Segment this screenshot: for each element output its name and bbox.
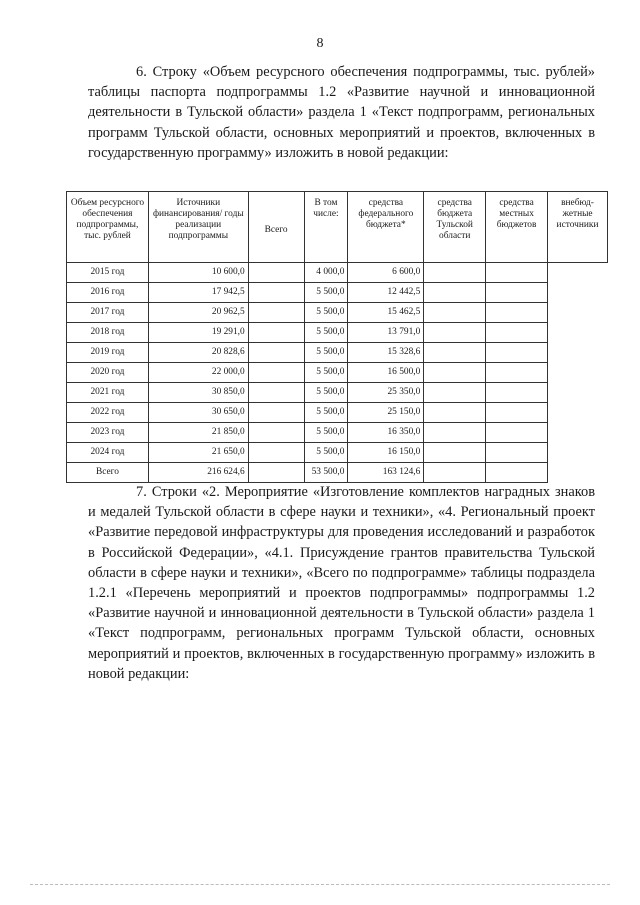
cell-extrabudgetary [486, 363, 548, 383]
cell-regional: 15 328,6 [348, 343, 424, 363]
cell-local [424, 323, 486, 343]
footer-dotted-line [30, 884, 610, 887]
cell-federal: 5 500,0 [304, 383, 348, 403]
cell-local [424, 343, 486, 363]
cell-regional: 16 350,0 [348, 423, 424, 443]
cell-extrabudgetary [486, 323, 548, 343]
cell-federal: 4 000,0 [304, 263, 348, 283]
funding-table [66, 191, 608, 483]
table-row [67, 463, 608, 483]
cell-year: 2018 год [67, 323, 149, 343]
cell-year: 2017 год [67, 303, 149, 323]
cell-year: 2019 год [67, 343, 149, 363]
cell-regional: 163 124,6 [348, 463, 424, 483]
cell-including [248, 423, 304, 443]
paragraph-7: 7. Строки «2. Мероприятие «Изготовление комплектов наградных знаков и медалей Тульской области в сфере науки и техники», «4. Региональный проект «Развитие передовой инфраструктуры для проведения исследований и разработок в Российской Федерации», «4.1. Присуждение грантов правительства Тульской области в сфере науки и техники», «Всего по подпрограмме» таблицы подраздела 1.2.1 «Перечень мероприятий и проектов подпрограммы» подпрограммы 1.2 «Развитие научной и инновационной деятельности в Тульской области» раздела 1 «Текст подпрограмм, региональных программ Тульской области, основных мероприятий и проектов, включенных в государственную программу» изложить в новой редакции: [88, 484, 595, 682]
cell-regional: 25 350,0 [348, 383, 424, 403]
cell-year: 2023 год [67, 423, 149, 443]
cell-local [424, 403, 486, 423]
cell-total: 19 291,0 [148, 323, 248, 343]
col-header-sources: Источники финансирования/ годы реализации подпрограммы [148, 192, 248, 263]
cell-local [424, 303, 486, 323]
cell-regional: 13 791,0 [348, 323, 424, 343]
cell-federal: 5 500,0 [304, 423, 348, 443]
cell-including [248, 343, 304, 363]
cell-regional: 16 150,0 [348, 443, 424, 463]
cell-total: 20 962,5 [148, 303, 248, 323]
cell-including [248, 303, 304, 323]
cell-local [424, 463, 486, 483]
col-header-total: Всего [248, 192, 304, 263]
cell-including [248, 443, 304, 463]
cell-federal: 5 500,0 [304, 443, 348, 463]
cell-total: 30 850,0 [148, 383, 248, 403]
cell-federal: 5 500,0 [304, 303, 348, 323]
cell-year: 2015 год [67, 263, 149, 283]
table-row [67, 423, 608, 443]
cell-year: 2021 год [67, 383, 149, 403]
cell-total: 30 650,0 [148, 403, 248, 423]
col-header-including: В том числе: [304, 192, 348, 263]
cell-year: Всего [67, 463, 149, 483]
cell-federal: 5 500,0 [304, 323, 348, 343]
row-header-cell: Объем ресурсного обеспечения подпрограммы, тыс. рублей [67, 192, 149, 263]
col-header-regional: средства бюджета Тульской области [424, 192, 486, 263]
table-row [67, 303, 608, 323]
cell-total: 10 600,0 [148, 263, 248, 283]
cell-extrabudgetary [486, 383, 548, 403]
cell-regional: 12 442,5 [348, 283, 424, 303]
table-row [67, 383, 608, 403]
cell-extrabudgetary [486, 443, 548, 463]
table-row [67, 403, 608, 423]
cell-federal: 53 500,0 [304, 463, 348, 483]
cell-federal: 5 500,0 [304, 283, 348, 303]
cell-federal: 5 500,0 [304, 403, 348, 423]
cell-including [248, 403, 304, 423]
cell-local [424, 383, 486, 403]
cell-total: 21 850,0 [148, 423, 248, 443]
table-row [67, 363, 608, 383]
paragraph-6: 6. Строку «Объем ресурсного обеспечения подпрограммы, тыс. рублей» таблицы паспорта подпрограммы 1.2 «Развитие научной и инновационной деятельности в Тульской области» раздела 1 «Текст подпрограмм, региональных программ Тульской области, основных мероприятий и проектов, включенных в государственную программу» изложить в новой редакции: [88, 64, 595, 161]
cell-extrabudgetary [486, 423, 548, 443]
cell-local [424, 363, 486, 383]
cell-local [424, 283, 486, 303]
cell-federal: 5 500,0 [304, 363, 348, 383]
cell-including [248, 283, 304, 303]
col-header-extrabudgetary: внебюд-жетные источники [548, 192, 608, 263]
cell-including [248, 463, 304, 483]
cell-local [424, 263, 486, 283]
cell-local [424, 423, 486, 443]
cell-total: 22 000,0 [148, 363, 248, 383]
table-row [67, 343, 608, 363]
cell-total: 17 942,5 [148, 283, 248, 303]
cell-extrabudgetary [486, 283, 548, 303]
cell-extrabudgetary [486, 303, 548, 323]
table-row [67, 263, 608, 283]
cell-regional: 25 150,0 [348, 403, 424, 423]
table-row [67, 323, 608, 343]
cell-extrabudgetary [486, 343, 548, 363]
table-row [67, 443, 608, 463]
cell-year: 2024 год [67, 443, 149, 463]
cell-including [248, 363, 304, 383]
cell-extrabudgetary [486, 263, 548, 283]
cell-extrabudgetary [486, 463, 548, 483]
cell-including [248, 383, 304, 403]
cell-year: 2020 год [67, 363, 149, 383]
cell-extrabudgetary [486, 403, 548, 423]
cell-regional: 16 500,0 [348, 363, 424, 383]
cell-year: 2016 год [67, 283, 149, 303]
cell-total: 216 624,6 [148, 463, 248, 483]
table-row [67, 283, 608, 303]
col-header-local: средства местных бюджетов [486, 192, 548, 263]
cell-total: 20 828,6 [148, 343, 248, 363]
cell-including [248, 263, 304, 283]
cell-local [424, 443, 486, 463]
cell-regional: 6 600,0 [348, 263, 424, 283]
col-header-federal: средства федерального бюджета* [348, 192, 424, 263]
cell-federal: 5 500,0 [304, 343, 348, 363]
cell-including [248, 323, 304, 343]
cell-regional: 15 462,5 [348, 303, 424, 323]
cell-year: 2022 год [67, 403, 149, 423]
cell-total: 21 650,0 [148, 443, 248, 463]
page-number: 8 [316, 36, 324, 51]
